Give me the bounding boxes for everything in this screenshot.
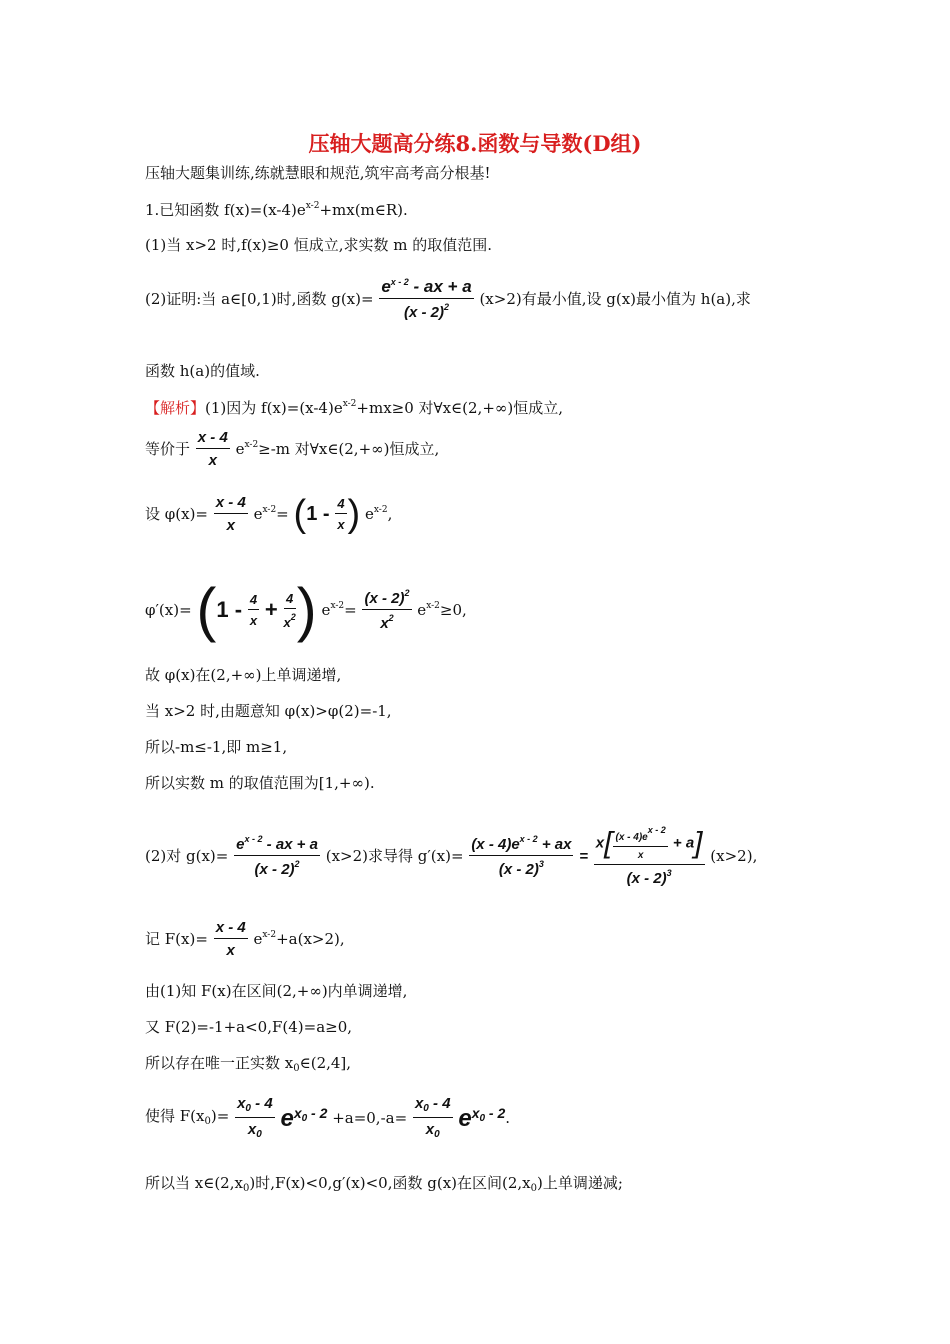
page-title: 压轴大题高分练8.函数与导数(D组) <box>308 131 642 156</box>
solution-line-2: 等价于 $\frac{x - 4}{x}$ $e^{x-2}\ge-m$ 对∀x∈(2,+∞)恒成立, <box>145 429 440 469</box>
solution-line-13: 所以存在唯一正实数 $x_0\in(2,4]$, <box>145 1054 352 1074</box>
solution-line-15: 所以当 $x\in(2,x_0)$时,F(x)<0,g′(x)<0,函数 g(x)在区间$(2,x_0)$上单调递减; <box>145 1174 623 1194</box>
problem-part2-tail: 函数 h(a)的值域. <box>145 362 260 380</box>
solution-line-9: (2)对 g(x)= $\frac{e^{x - 2} - ax + a}{(x - 2)^2}$ (x>2)求导得 g′(x)= $\frac{(x - 4)e^{x - 2} + ax}{(x - 2)^3}$ = x[ $\frac{(x - 4)ex - 2}{x}$ + a] (x - 2)$^3$ (x>2), <box>145 825 758 887</box>
solution-line-5: 故 φ(x)在(2,+∞)上单调递增, <box>145 666 342 684</box>
solution-line-12: 又 F(2)=-1+a<0,F(4)=a≥0, <box>145 1018 353 1036</box>
problem-part2: (2)证明:当 a∈[0,1)时,函数 g(x)= $\frac{e^{x - 2} - ax + a}{(x - 2)^2}$ (x>2)有最小值,设 g(x)最小值为 h(a),求 <box>145 277 751 321</box>
solution-line-7: 所以-m≤-1,即 m≥1, <box>145 738 288 756</box>
solution-line-4: φ′(x)= (1 - $\frac{4}{x}$ + $\frac{4}{x^2}$ ) $e^{x-2}=$ $\frac{(x - 2)^2}{x^2}$ $e^{x-2}\ge 0$, <box>145 576 467 643</box>
solution-line-6: 当 x>2 时,由题意知 φ(x)>φ(2)=-1, <box>145 702 392 720</box>
g-fraction: $\frac{e^{x - 2} - ax + a}{(x - 2)^2}$ <box>381 277 472 321</box>
intro-text: 压轴大题集训练,练就慧眼和规范,筑牢高考高分根基! <box>145 164 491 182</box>
solution-line-14: 使得 $F(x_0)=$ $\frac{x_0 - 4}{x_0}$ $e^{x_0 - 2} +a=0,-a=$ $\frac{x_0 - 4}{x_0}$ $e^{x_0 - 2}$. <box>145 1095 511 1140</box>
problem-part1: (1)当 x>2 时,f(x)≥0 恒成立,求实数 m 的取值范围. <box>145 236 493 254</box>
solution-tag: 【解析】 <box>145 399 206 417</box>
problem-stem: 1.已知函数 $f(x)=(x-4)e^{x-2}+mx(m\in R)$. <box>145 201 408 219</box>
solution-line-1: 【解析】(1)因为 $f(x)=(x-4)e^{x-2}+mx\ge 0$ 对∀x∈(2,+∞)恒成立, <box>145 399 564 417</box>
solution-line-10: 记 F(x)= $\frac{x - 4}{x}$ $e^{x-2}+a(x>2)$, <box>145 919 345 959</box>
solution-line-3: 设 φ(x)= $\frac{x - 4}{x}$ $e^{x-2}= (1$ - $\frac{4}{x}$ ) $e^{x-2}$, <box>145 493 393 535</box>
solution-line-8: 所以实数 m 的取值范围为[1,+∞). <box>145 774 375 792</box>
solution-line-11: 由(1)知 F(x)在区间(2,+∞)内单调递增, <box>145 982 408 1000</box>
